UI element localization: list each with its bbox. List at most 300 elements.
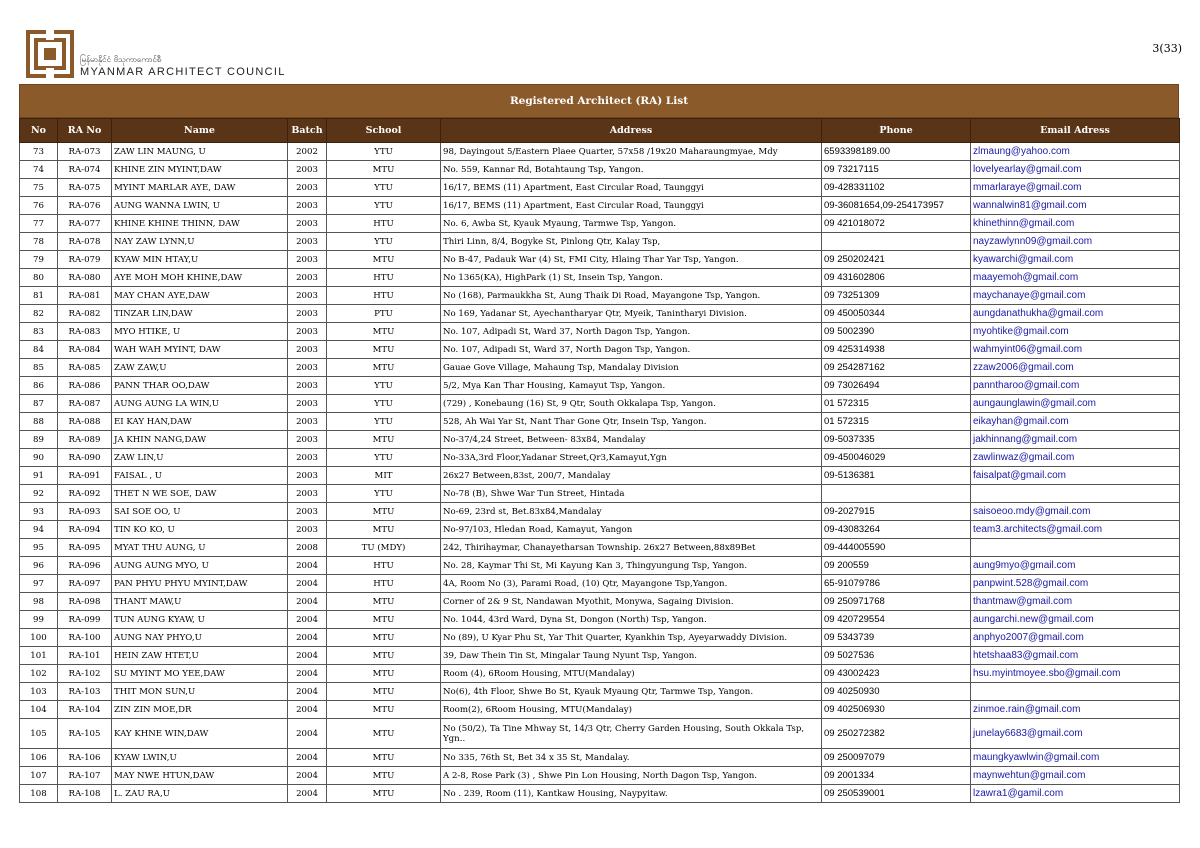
name-cell: HEIN ZAW HTET,U [112,647,288,665]
no-cell: 87 [20,395,58,413]
phone-cell: 09 2001334 [822,767,971,785]
batch-cell: 2004 [288,593,327,611]
page-number: 3(33) [1152,42,1182,55]
email-cell[interactable]: aungdanathukha@gmail.com [971,305,1180,323]
ra-no-cell: RA-100 [58,629,112,647]
ra-no-cell: RA-104 [58,701,112,719]
school-cell: MTU [327,359,441,377]
email-cell[interactable]: jakhinnang@gmail.com [971,431,1180,449]
address-cell: No-69, 23rd st, Bet.83x84,Mandalay [441,503,822,521]
name-cell: PANN THAR OO,DAW [112,377,288,395]
school-cell: MTU [327,503,441,521]
address-cell: No (89), U Kyar Phu St, Yar Thit Quarter, Kyankhin Tsp, Ayeyarwaddy Division. [441,629,822,647]
address-cell: No. 107, Adipadi St, Ward 37, North Dagon Tsp, Yangon. [441,341,822,359]
batch-cell: 2003 [288,377,327,395]
no-cell: 90 [20,449,58,467]
school-cell: MTU [327,683,441,701]
ra-no-cell: RA-077 [58,215,112,233]
column-header-address: Address [441,119,822,143]
school-cell: YTU [327,449,441,467]
address-cell: No-78 (B), Shwe War Tun Street, Hintada [441,485,822,503]
no-cell: 107 [20,767,58,785]
phone-cell: 09 421018072 [822,215,971,233]
ra-no-cell: RA-103 [58,683,112,701]
school-cell: HTU [327,287,441,305]
name-cell: SU MYINT MO YEE,DAW [112,665,288,683]
table-row [20,575,1180,593]
email-cell[interactable]: wahmyint06@gmail.com [971,341,1180,359]
address-cell: No 1365(KA), HighPark (1) St, Insein Tsp, Yangon. [441,269,822,287]
name-cell: AUNG WANNA LWIN, U [112,197,288,215]
batch-cell: 2004 [288,611,327,629]
name-cell: ZAW ZAW,U [112,359,288,377]
name-cell: MYO HTIKE, U [112,323,288,341]
email-cell[interactable]: eikayhan@gmail.com [971,413,1180,431]
batch-cell: 2003 [288,233,327,251]
address-cell: Room (4), 6Room Housing, MTU(Mandalay) [441,665,822,683]
name-cell: SAI SOE OO, U [112,503,288,521]
email-cell[interactable]: panpwint.528@gmail.com [971,575,1180,593]
address-cell: 242, Thirihaymar, Chanayetharsan Township. 26x27 Between,88x89Bet [441,539,822,557]
batch-cell: 2004 [288,701,327,719]
no-cell: 95 [20,539,58,557]
no-cell: 99 [20,611,58,629]
address-cell: 528, Ah Wai Yar St, Nant Thar Gone Qtr, Insein Tsp, Yangon. [441,413,822,431]
phone-cell: 09 5002390 [822,323,971,341]
no-cell: 79 [20,251,58,269]
ra-no-cell: RA-081 [58,287,112,305]
school-cell: YTU [327,233,441,251]
batch-cell: 2004 [288,575,327,593]
phone-cell: 09 200559 [822,557,971,575]
name-cell: ZIN ZIN MOE,DR [112,701,288,719]
email-cell[interactable]: wannalwin81@gmail.com [971,197,1180,215]
batch-cell: 2004 [288,683,327,701]
no-cell: 94 [20,521,58,539]
table-row [20,251,1180,269]
name-cell: AYE MOH MOH KHINE,DAW [112,269,288,287]
school-cell: MTU [327,749,441,767]
ra-no-cell: RA-107 [58,767,112,785]
table-row [20,287,1180,305]
name-cell: NAY ZAW LYNN,U [112,233,288,251]
no-cell: 97 [20,575,58,593]
ra-no-cell: RA-075 [58,179,112,197]
batch-cell: 2003 [288,467,327,485]
school-cell: MTU [327,161,441,179]
school-cell: YTU [327,197,441,215]
phone-cell: 09-450046029 [822,449,971,467]
ra-no-cell: RA-073 [58,143,112,161]
address-cell: Thiri Linn, 8/4, Bogyke St, Pinlong Qtr, Kalay Tsp, [441,233,822,251]
ra-no-cell: RA-105 [58,719,112,749]
table-row [20,629,1180,647]
no-cell: 77 [20,215,58,233]
address-cell: No-97/103, Hledan Road, Kamayut, Yangon [441,521,822,539]
batch-cell: 2003 [288,449,327,467]
batch-cell: 2003 [288,197,327,215]
school-cell: MTU [327,593,441,611]
name-cell: TUN AUNG KYAW, U [112,611,288,629]
school-cell: MTU [327,647,441,665]
address-cell: No-33A,3rd Floor,Yadanar Street,Qr3,Kamayut,Ygn [441,449,822,467]
address-cell: 5/2, Mya Kan Thar Housing, Kamayut Tsp, Yangon. [441,377,822,395]
email-cell[interactable]: maynwehtun@gmail.com [971,767,1180,785]
ra-no-cell: RA-099 [58,611,112,629]
no-cell: 100 [20,629,58,647]
table-row [20,593,1180,611]
ra-no-cell: RA-083 [58,323,112,341]
ra-no-cell: RA-091 [58,467,112,485]
table-row [20,431,1180,449]
school-cell: HTU [327,575,441,593]
column-header-no: No [20,119,58,143]
email-cell[interactable]: myohtike@gmail.com [971,323,1180,341]
email-cell[interactable]: aungarchi.new@gmail.com [971,611,1180,629]
ra-no-cell: RA-094 [58,521,112,539]
email-cell[interactable]: kyawarchi@gmail.com [971,251,1180,269]
column-header-batch: Batch [288,119,327,143]
ra-no-cell: RA-090 [58,449,112,467]
batch-cell: 2004 [288,785,327,803]
school-cell: MTU [327,665,441,683]
name-cell: KYAW MIN HTAY,U [112,251,288,269]
ra-no-cell: RA-086 [58,377,112,395]
address-cell: Room(2), 6Room Housing, MTU(Mandalay) [441,701,822,719]
phone-cell: 09-5136381 [822,467,971,485]
email-cell[interactable]: zlmaung@yahoo.com [971,143,1180,161]
school-cell: YTU [327,485,441,503]
no-cell: 98 [20,593,58,611]
column-header-email: Email Adress [971,119,1180,143]
email-cell[interactable]: panntharoo@gmail.com [971,377,1180,395]
email-cell[interactable]: aungaunglawin@gmail.com [971,395,1180,413]
table-row [20,683,1180,701]
email-cell[interactable]: khinethinn@gmail.com [971,215,1180,233]
email-cell[interactable]: thantmaw@gmail.com [971,593,1180,611]
address-cell: No-37/4,24 Street, Between- 83x84, Mandalay [441,431,822,449]
table-row [20,269,1180,287]
email-cell[interactable]: faisalpat@gmail.com [971,467,1180,485]
table-row [20,539,1180,557]
email-cell[interactable]: maayemoh@gmail.com [971,269,1180,287]
email-cell[interactable]: lzawra1@gamil.com [971,785,1180,803]
ra-no-cell: RA-080 [58,269,112,287]
ra-no-cell: RA-108 [58,785,112,803]
ra-no-cell: RA-093 [58,503,112,521]
no-cell: 88 [20,413,58,431]
no-cell: 81 [20,287,58,305]
name-cell: KYAW LWIN,U [112,749,288,767]
phone-cell: 09 73026494 [822,377,971,395]
school-cell: YTU [327,143,441,161]
name-cell: TIN KO KO, U [112,521,288,539]
table-row [20,449,1180,467]
name-cell: THANT MAW,U [112,593,288,611]
batch-cell: 2003 [288,161,327,179]
address-cell: Gauae Gove Village, Mahaung Tsp, Mandalay Division [441,359,822,377]
address-cell: No B-47, Padauk War (4) St, FMI City, Hlaing Thar Yar Tsp, Yangon. [441,251,822,269]
school-cell: YTU [327,413,441,431]
name-cell: AUNG AUNG MYO, U [112,557,288,575]
phone-cell [822,233,971,251]
batch-cell: 2003 [288,305,327,323]
table-row [20,467,1180,485]
table-row [20,767,1180,785]
phone-cell: 09-2027915 [822,503,971,521]
email-cell[interactable]: htetshaa83@gmail.com [971,647,1180,665]
table-row [20,485,1180,503]
org-name-en: MYANMAR ARCHITECT COUNCIL [80,66,286,78]
table-body [20,143,1180,803]
ra-no-cell: RA-102 [58,665,112,683]
no-cell: 92 [20,485,58,503]
ra-no-cell: RA-076 [58,197,112,215]
table-row [20,719,1180,749]
column-header-phone: Phone [822,119,971,143]
no-cell: 102 [20,665,58,683]
table-row [20,521,1180,539]
name-cell: TINZAR LIN,DAW [112,305,288,323]
phone-cell: 09 425314938 [822,341,971,359]
ra-table [19,118,1180,803]
address-cell: 16/17, BEMS (11) Apartment, East Circular Road, Taunggyi [441,197,822,215]
phone-cell: 09 40250930 [822,683,971,701]
phone-cell: 09 250097079 [822,749,971,767]
no-cell: 74 [20,161,58,179]
phone-cell: 09 420729554 [822,611,971,629]
table-row [20,665,1180,683]
address-cell: (729) , Konebaung (16) St, 9 Qtr, South Okkalapa Tsp, Yangon. [441,395,822,413]
school-cell: MTU [327,611,441,629]
email-cell[interactable]: hsu.myintmoyee.sbo@gmail.com [971,665,1180,683]
batch-cell: 2002 [288,143,327,161]
address-cell: A 2-8, Rose Park (3) , Shwe Pin Lon Housing, North Dagon Tsp, Yangon. [441,767,822,785]
no-cell: 93 [20,503,58,521]
address-cell: 39, Daw Thein Tin St, Mingalar Taung Nyunt Tsp, Yangon. [441,647,822,665]
name-cell: JA KHIN NANG,DAW [112,431,288,449]
no-cell: 106 [20,749,58,767]
ra-no-cell: RA-098 [58,593,112,611]
address-cell: No 335, 76th St, Bet 34 x 35 St, Mandalay. [441,749,822,767]
name-cell: THET N WE SOE, DAW [112,485,288,503]
ra-no-cell: RA-085 [58,359,112,377]
email-cell[interactable]: anphyo2007@gmail.com [971,629,1180,647]
phone-cell: 6593398189.00 [822,143,971,161]
table-row [20,197,1180,215]
phone-cell: 09-43083264 [822,521,971,539]
batch-cell: 2004 [288,647,327,665]
phone-cell: 65-91079786 [822,575,971,593]
ra-list-sheet [19,84,1179,803]
mac-logo-icon [26,30,74,78]
address-cell: No . 239, Room (11), Kantkaw Housing, Naypyitaw. [441,785,822,803]
phone-cell: 09 250202421 [822,251,971,269]
phone-cell: 09-5037335 [822,431,971,449]
table-row [20,143,1180,161]
email-cell[interactable]: mmarlaraye@gmail.com [971,179,1180,197]
school-cell: HTU [327,557,441,575]
no-cell: 75 [20,179,58,197]
table-row [20,359,1180,377]
email-cell[interactable]: saisoeoo.mdy@gmail.com [971,503,1180,521]
ra-no-cell: RA-096 [58,557,112,575]
name-cell: KAY KHNE WIN,DAW [112,719,288,749]
column-header-ra-no: RA No [58,119,112,143]
address-cell: 4A, Room No (3), Parami Road, (10) Qtr, Mayangone Tsp,Yangon. [441,575,822,593]
no-cell: 86 [20,377,58,395]
name-cell: WAH WAH MYINT, DAW [112,341,288,359]
ra-no-cell: RA-082 [58,305,112,323]
name-cell: MAY CHAN AYE,DAW [112,287,288,305]
address-cell: No(6), 4th Floor, Shwe Bo St, Kyauk Myaung Qtr, Tarmwe Tsp, Yangon. [441,683,822,701]
school-cell: HTU [327,269,441,287]
email-cell[interactable]: zzaw2006@gmail.com [971,359,1180,377]
school-cell: MTU [327,341,441,359]
phone-cell: 09 250272382 [822,719,971,749]
table-row [20,701,1180,719]
org-name-mm: မြန်မာနိုင်ငံ ဗိသုကာကောင်စီ [80,55,162,64]
table-row [20,305,1180,323]
table-row [20,413,1180,431]
no-cell: 73 [20,143,58,161]
name-cell: KHINE KHINE THINN, DAW [112,215,288,233]
no-cell: 91 [20,467,58,485]
table-row [20,161,1180,179]
email-cell[interactable]: zinmoe.rain@gmail.com [971,701,1180,719]
address-cell: No. 1044, 43rd Ward, Dyna St, Dongon (North) Tsp, Yangon. [441,611,822,629]
batch-cell: 2004 [288,557,327,575]
email-cell [971,539,1180,557]
ra-no-cell: RA-095 [58,539,112,557]
school-cell: MTU [327,767,441,785]
phone-cell: 09-444005590 [822,539,971,557]
ra-no-cell: RA-101 [58,647,112,665]
no-cell: 96 [20,557,58,575]
batch-cell: 2004 [288,719,327,749]
address-cell: No. 559, Kannar Rd, Botahtaung Tsp, Yangon. [441,161,822,179]
table-row [20,611,1180,629]
ra-no-cell: RA-087 [58,395,112,413]
school-cell: YTU [327,377,441,395]
school-cell: YTU [327,395,441,413]
name-cell: FAISAL , U [112,467,288,485]
school-cell: MTU [327,629,441,647]
email-cell[interactable]: maychanaye@gmail.com [971,287,1180,305]
table-row [20,749,1180,767]
email-cell[interactable]: nayzawlynn09@gmail.com [971,233,1180,251]
batch-cell: 2003 [288,287,327,305]
name-cell: AUNG NAY PHYO,U [112,629,288,647]
address-cell: No (50/2), Ta Tine Mhway St, 14/3 Qtr, Cherry Garden Housing, South Okkala Tsp, Ygn.. [441,719,822,749]
batch-cell: 2004 [288,629,327,647]
ra-no-cell: RA-089 [58,431,112,449]
school-cell: MTU [327,701,441,719]
school-cell: MIT [327,467,441,485]
address-cell: No 169, Yadanar St, Ayechantharyar Qtr, Myeik, Tanintharyi Division. [441,305,822,323]
email-cell[interactable]: lovelyearlay@gmail.com [971,161,1180,179]
phone-cell: 01 572315 [822,395,971,413]
address-cell: No (168), Parmaukkha St, Aung Thaik Di Road, Mayangone Tsp, Yangon. [441,287,822,305]
email-cell[interactable]: maungkyawlwin@gmail.com [971,749,1180,767]
table-row [20,341,1180,359]
name-cell: ZAW LIN MAUNG, U [112,143,288,161]
school-cell: MTU [327,521,441,539]
table-row [20,233,1180,251]
batch-cell: 2003 [288,179,327,197]
school-cell: YTU [327,179,441,197]
school-cell: TU (MDY) [327,539,441,557]
batch-cell: 2003 [288,341,327,359]
phone-cell: 09 250971768 [822,593,971,611]
address-cell: 26x27 Between,83st, 200/7, Mandalay [441,467,822,485]
phone-cell: 09 73217115 [822,161,971,179]
phone-cell: 09 450050344 [822,305,971,323]
ra-no-cell: RA-079 [58,251,112,269]
email-cell [971,683,1180,701]
column-header-name: Name [112,119,288,143]
phone-cell: 01 572315 [822,413,971,431]
name-cell: MYAT THU AUNG, U [112,539,288,557]
table-row [20,377,1180,395]
phone-cell: 09 5027536 [822,647,971,665]
table-row [20,179,1180,197]
name-cell: ZAW LIN,U [112,449,288,467]
no-cell: 78 [20,233,58,251]
email-cell[interactable]: zawlinwaz@gmail.com [971,449,1180,467]
school-cell: PTU [327,305,441,323]
email-cell[interactable]: junelay6683@gmail.com [971,719,1180,749]
email-cell [971,485,1180,503]
phone-cell: 09 43002423 [822,665,971,683]
address-cell: No. 28, Kaymar Thi St, Mi Kayung Kan 3, Thingyungung Tsp, Yangon. [441,557,822,575]
batch-cell: 2003 [288,503,327,521]
no-cell: 103 [20,683,58,701]
ra-no-cell: RA-088 [58,413,112,431]
batch-cell: 2003 [288,413,327,431]
batch-cell: 2003 [288,359,327,377]
ra-no-cell: RA-084 [58,341,112,359]
phone-cell: 09 5343739 [822,629,971,647]
name-cell: PAN PHYU PHYU MYINT,DAW [112,575,288,593]
ra-no-cell: RA-074 [58,161,112,179]
table-row [20,557,1180,575]
address-cell: No. 6, Awba St, Kyauk Myaung, Tarmwe Tsp, Yangon. [441,215,822,233]
name-cell: L. ZAU RA,U [112,785,288,803]
name-cell: MAY NWE HTUN,DAW [112,767,288,785]
no-cell: 104 [20,701,58,719]
ra-no-cell: RA-078 [58,233,112,251]
name-cell: EI KAY HAN,DAW [112,413,288,431]
org-name [80,55,286,79]
table-row [20,215,1180,233]
batch-cell: 2003 [288,215,327,233]
table-row [20,323,1180,341]
batch-cell: 2008 [288,539,327,557]
email-cell[interactable]: team3.architects@gmail.com [971,521,1180,539]
school-cell: MTU [327,251,441,269]
no-cell: 89 [20,431,58,449]
school-cell: MTU [327,719,441,749]
column-header-school: School [327,119,441,143]
batch-cell: 2004 [288,767,327,785]
ra-no-cell: RA-097 [58,575,112,593]
email-cell[interactable]: aung9myo@gmail.com [971,557,1180,575]
no-cell: 76 [20,197,58,215]
ra-no-cell: RA-106 [58,749,112,767]
phone-cell: 09 431602806 [822,269,971,287]
address-cell: Corner of 2& 9 St, Nandawan Myothit, Monywa, Sagaing Division. [441,593,822,611]
